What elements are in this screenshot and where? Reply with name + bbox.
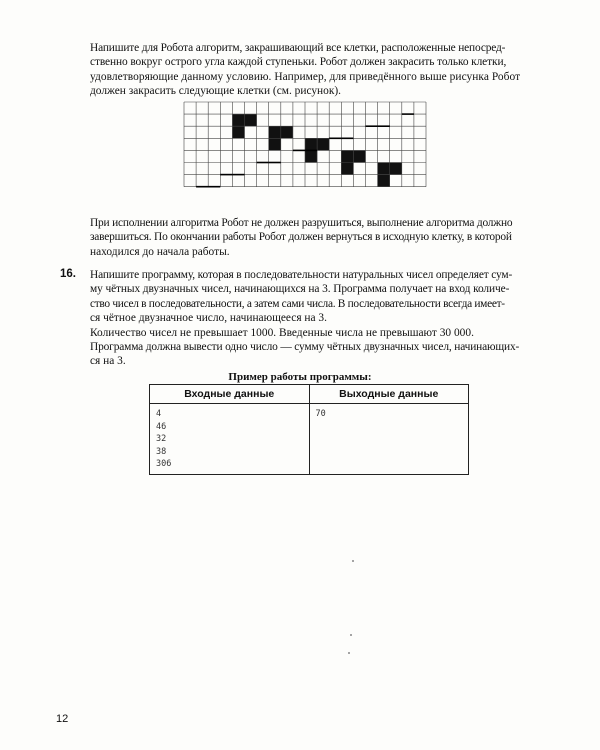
painted-cell: [341, 163, 353, 175]
example-title: Пример работы программы:: [228, 371, 372, 383]
print-speck: [348, 652, 350, 654]
painted-cell: [341, 150, 353, 162]
print-speck: [352, 560, 354, 562]
painted-cell: [281, 126, 293, 138]
output-value: 70: [315, 409, 326, 419]
task16-paragraph: [90, 268, 545, 369]
painted-cell: [390, 163, 402, 175]
input-header: Входные данные: [150, 385, 310, 404]
input-value: 306: [156, 459, 172, 469]
intro-line: удовлетворяющие данному условию. Например, для приведённого выше рисунка Робот: [90, 70, 521, 83]
outro-line: завершиться. По окончании работы Робот должен вернуться в исходную клетку, в которой: [90, 231, 512, 244]
intro-line: ственно вокруг острого угла каждой ступеньки. Робот должен закрасить только клетки,: [90, 56, 507, 69]
intro-line: должен закрасить следующие клетки (см. рисунок).: [90, 85, 342, 98]
task16-line: Количество чисел не превышает 1000. Введенные числа не превышают 30 000.: [90, 326, 474, 339]
painted-cell: [353, 150, 365, 162]
outro-line: При исполнении алгоритма Робот не должен разрушиться, выполнение алгоритма должно: [90, 217, 513, 229]
input-cell: [150, 404, 310, 475]
input-value: 4: [156, 409, 162, 419]
output-cell: [309, 404, 469, 475]
input-value: 46: [156, 421, 167, 432]
print-speck: [350, 634, 352, 636]
io-example-table: [149, 384, 469, 475]
task16-line: ся на 3.: [90, 355, 126, 368]
task16-line: му чётных двузначных чисел, начинающихся на 3. Программа получает на вход количе-: [90, 283, 510, 296]
page-number: 12: [56, 713, 69, 725]
painted-cell: [232, 114, 244, 126]
input-value: 32: [156, 434, 167, 444]
painted-cell: [305, 150, 317, 162]
outro-paragraph: [90, 216, 545, 259]
painted-cell: [245, 114, 257, 126]
painted-cell: [378, 175, 390, 187]
intro-line: Напишите для Робота алгоритм, закрашивающий все клетки, расположенные непосред-: [90, 42, 506, 54]
intro-paragraph: [90, 41, 545, 99]
painted-cell: [378, 163, 390, 175]
robot-grid-figure: [183, 101, 428, 204]
painted-cell: [305, 138, 317, 150]
input-value: 38: [156, 446, 167, 457]
outro-line: находился до начала работы.: [90, 245, 230, 258]
painted-cell: [269, 138, 281, 150]
task-number: 16.: [60, 268, 76, 280]
task16-line: ство чисел в последовательности, а затем сами числа. В последовательности всегда имеет-: [90, 297, 505, 310]
painted-cell: [269, 126, 281, 138]
painted-cell: [317, 138, 329, 150]
output-header: Выходные данные: [309, 385, 469, 404]
painted-cell: [232, 126, 244, 138]
task16-line: Напишите программу, которая в последовательности натуральных чисел определяет сум-: [90, 269, 513, 281]
task16-line: ся чётное двузначное число, начинающееся на 3.: [90, 312, 327, 325]
task16-line: Программа должна вывести одно число — сумму чётных двузначных чисел, начинающих-: [90, 341, 520, 354]
robot-grid: [183, 101, 428, 199]
